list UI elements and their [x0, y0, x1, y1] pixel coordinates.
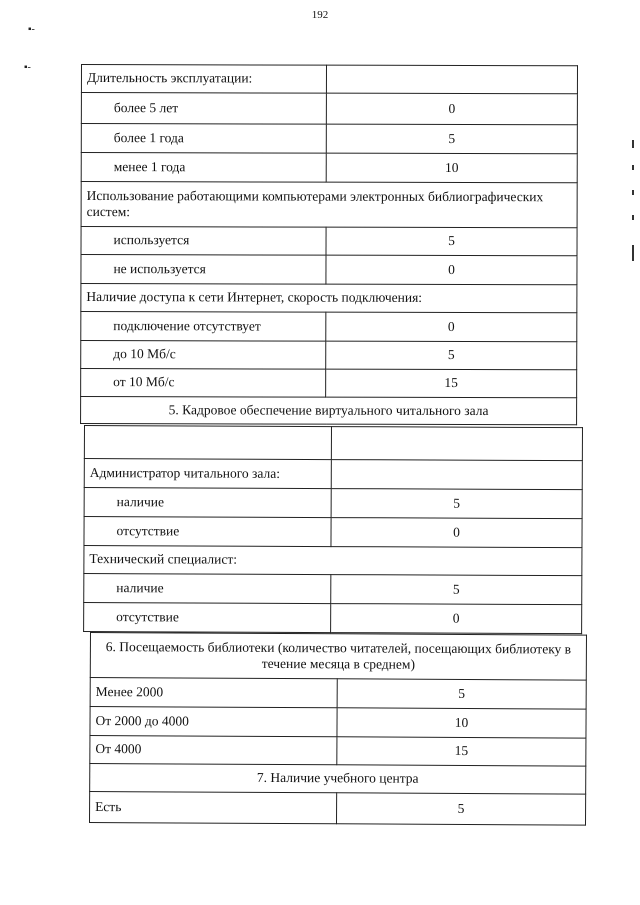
- table-row: [90, 736, 586, 767]
- row-label: От 4000: [90, 736, 337, 765]
- table-row: [81, 65, 577, 94]
- row-label: Администратор читального зала:: [84, 459, 331, 489]
- section-heading: 7. Наличие учебного центра: [90, 764, 586, 795]
- row-value: 5: [326, 227, 577, 256]
- scan-edge-mark: [632, 165, 634, 170]
- table-row: [81, 255, 577, 285]
- row-value: 5: [326, 124, 577, 154]
- table-row: [84, 459, 582, 490]
- row-label: используется: [81, 227, 326, 256]
- row-label: более 5 лет: [81, 93, 326, 125]
- scan-edge-mark: [632, 190, 634, 195]
- row-value: 10: [326, 153, 577, 183]
- table-row: [81, 284, 577, 313]
- row-label: отсутствие: [84, 517, 331, 547]
- scan-artifact-mark: ▪-: [24, 62, 31, 73]
- row-label: Есть: [90, 792, 337, 824]
- table-row: [81, 341, 577, 370]
- table-row: [81, 124, 577, 154]
- row-label: наличие: [84, 574, 331, 604]
- table-row: [81, 369, 577, 398]
- criteria-table-attendance: [89, 632, 587, 826]
- row-value: 5: [331, 575, 582, 605]
- table-row: [81, 312, 577, 342]
- row-label: От 2000 до 4000: [90, 707, 337, 737]
- criteria-table-staff: [83, 425, 583, 634]
- row-value: [326, 65, 577, 94]
- section-heading-row: [90, 633, 586, 681]
- table-row: [84, 517, 582, 548]
- row-label: более 1 года: [81, 124, 326, 154]
- row-value: 5: [336, 793, 585, 825]
- scan-edge-mark: [632, 245, 634, 261]
- row-label: наличие: [84, 488, 331, 518]
- table-row: [84, 603, 582, 634]
- row-value: 0: [331, 518, 582, 548]
- row-label: менее 1 года: [81, 153, 326, 183]
- table-row: [81, 93, 577, 125]
- row-label: отсутствие: [84, 603, 331, 633]
- row-value: 0: [326, 312, 577, 342]
- row-value: 15: [337, 737, 586, 766]
- table-row: [90, 678, 586, 710]
- scan-edge-mark: [632, 140, 634, 148]
- row-value: [331, 460, 582, 490]
- row-value: [331, 427, 582, 461]
- row-value: 5: [326, 341, 577, 370]
- section-heading: 5. Кадровое обеспечение виртуального читального зала: [81, 397, 577, 425]
- row-label: Технический специалист:: [84, 546, 582, 576]
- table-row: [81, 153, 577, 183]
- row-label: подключение отсутствует: [81, 312, 326, 342]
- row-label: от 10 Мб/с: [81, 369, 326, 398]
- section-heading: 6. Посещаемость библиотеки (количество читателей, посещающих библиотеку в течение месяца в среднем): [90, 633, 586, 681]
- row-value: 10: [337, 708, 586, 738]
- table-row: [84, 426, 582, 461]
- criteria-table-equipment: [80, 64, 578, 425]
- table-row: [84, 546, 582, 576]
- table-row: [90, 792, 586, 826]
- row-label: Использование работающими компьютерами электронных библиографических систем:: [81, 182, 577, 228]
- table-row: [84, 574, 582, 605]
- scan-edge-mark: [632, 215, 634, 220]
- page-number: 192: [311, 9, 329, 21]
- table-row: [81, 182, 577, 228]
- table-row: [90, 707, 586, 739]
- row-label: до 10 Мб/с: [81, 341, 326, 370]
- row-value: 5: [337, 679, 586, 709]
- row-label: Длительность эксплуатации:: [81, 65, 326, 94]
- row-value: 0: [326, 255, 577, 285]
- scan-artifact-mark: ▪-: [28, 24, 35, 35]
- row-value: 5: [331, 489, 582, 519]
- row-value: 0: [331, 604, 582, 634]
- row-label: [84, 426, 331, 460]
- section-heading-row: [81, 397, 577, 425]
- row-label: не используется: [81, 255, 326, 285]
- row-label: Менее 2000: [90, 678, 337, 708]
- row-value: 15: [326, 369, 577, 398]
- row-label: Наличие доступа к сети Интернет, скорость подключения:: [81, 284, 577, 313]
- row-value: 0: [326, 93, 577, 125]
- table-row: [81, 227, 577, 256]
- table-row: [84, 488, 582, 519]
- section-heading-row: [90, 764, 586, 795]
